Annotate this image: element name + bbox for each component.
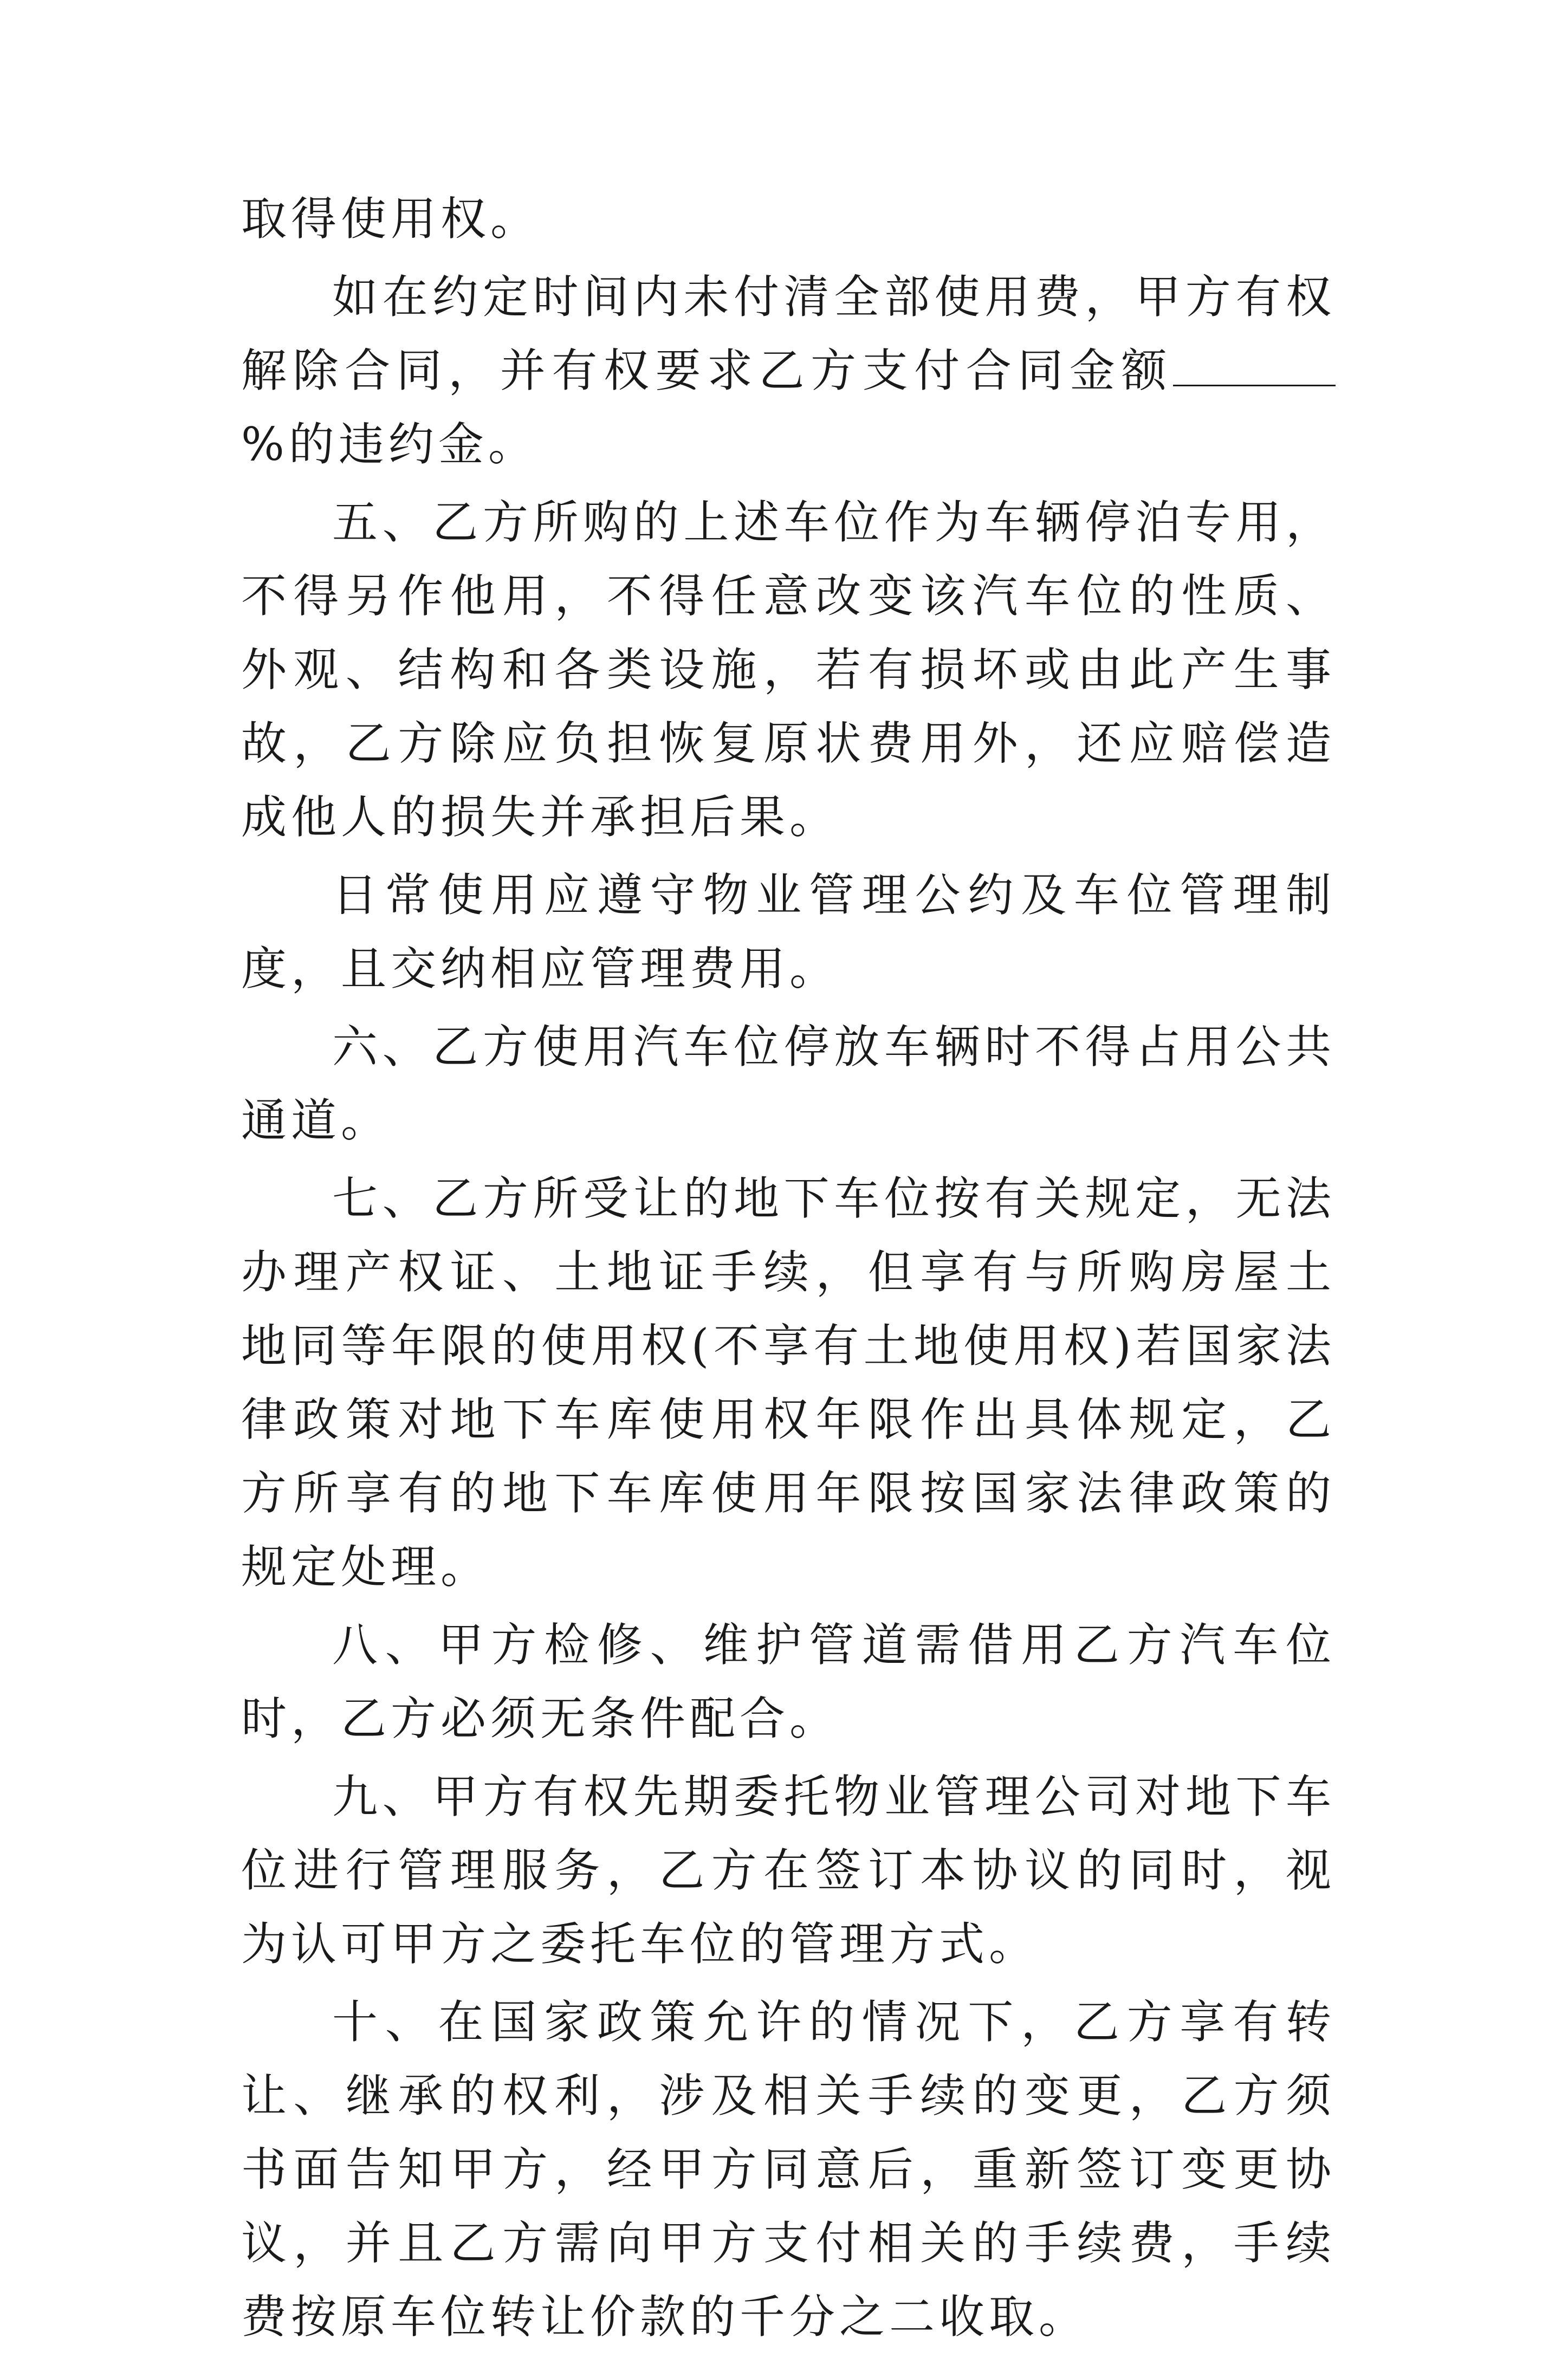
penalty-text-after: %的违约金。 [241, 418, 538, 471]
paragraph-clause-6: 六、乙方使用汽车位停放车辆时不得占用公共通道。 [241, 1020, 1336, 1147]
penalty-percent-blank [1173, 347, 1336, 386]
paragraph-daily-use: 日常使用应遵守物业管理公约及车位管理制度，且交纳相应管理费用。 [241, 869, 1336, 995]
paragraph-continuation: 取得使用权。 [241, 192, 541, 245]
paragraph-clause-9: 九、甲方有权先期委托物业管理公司对地下车位进行管理服务，乙方在签订本协议的同时，视为认可甲方之委托车位的管理方式。 [241, 1770, 1336, 1971]
paragraph-clause-8: 八、甲方检修、维护管道需借用乙方汽车位时，乙方必须无条件配合。 [241, 1618, 1336, 1745]
penalty-text-before: 如在约定时间内未付清全部使用费，甲方有权解除合同，并有权要求乙方支付合同金额 [241, 270, 1336, 397]
paragraph-clause-7: 七、乙方所受让的地下车位按有关规定，无法办理产权证、土地证手续，但享有与所购房屋土地同等年限的使用权(不享有土地使用权)若国家法律政策对地下车库使用权年限作出具体规定，乙方所享有的地下车库使用年限按国家法律政策的规定处理。 [241, 1172, 1336, 1593]
paragraph-penalty [241, 260, 1336, 481]
document-body [241, 182, 1336, 2358]
paragraph-clause-5: 五、乙方所购的上述车位作为车辆停泊专用，不得另作他用，不得任意改变该汽车位的性质、外观、结构和各类设施，若有损坏或由此产生事故，乙方除应负担恢复原状费用外，还应赔偿造成他人的损失并承担后果。 [241, 496, 1336, 844]
paragraph-clause-10: 十、在国家政策允许的情况下，乙方享有转让、继承的权利，涉及相关手续的变更，乙方须书面告知甲方，经甲方同意后，重新签订变更协议，并且乙方需向甲方支付相关的手续费，手续费按原车位转让价款的千分之二收取。 [241, 1996, 1336, 2343]
